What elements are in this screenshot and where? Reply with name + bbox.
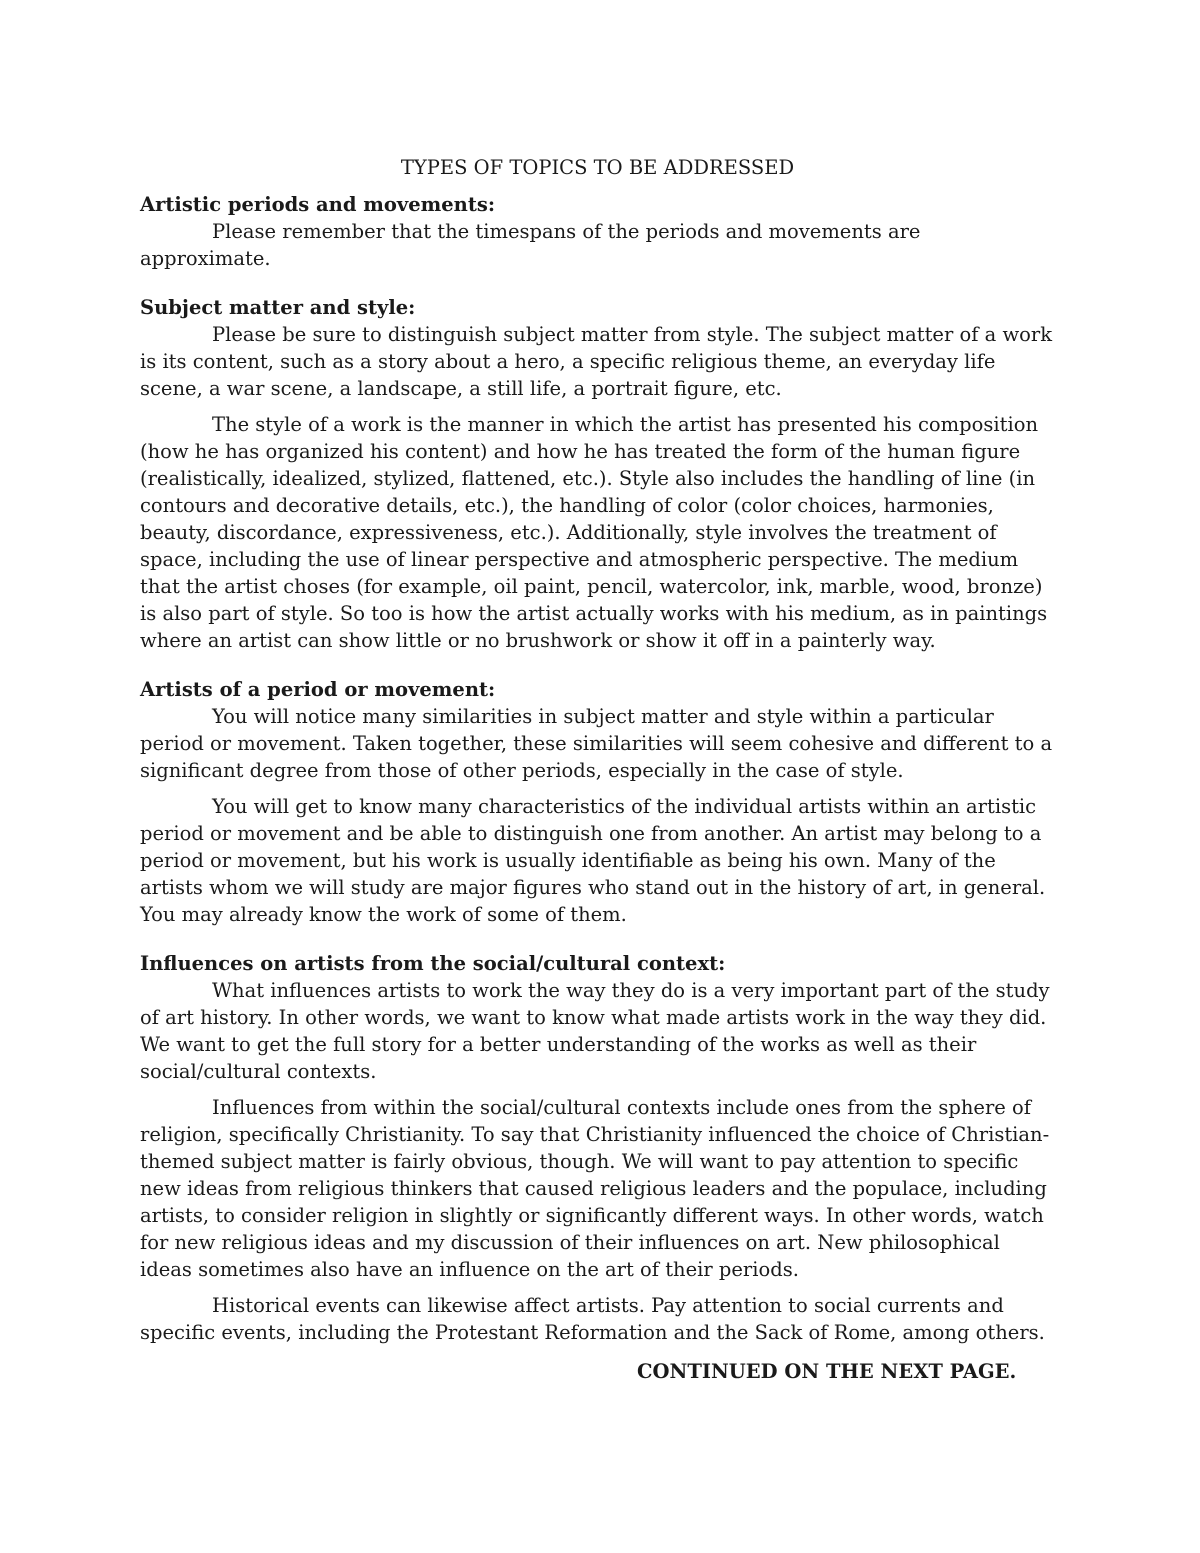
section-heading: Influences on artists from the social/cultural context:	[140, 952, 726, 975]
paragraph: Please remember that the timespans of the periods and movements are approximate.	[140, 220, 921, 270]
continued-note: CONTINUED ON THE NEXT PAGE.	[637, 1360, 1017, 1383]
paragraph: Influences from within the social/cultural contexts include ones from the sphere of religion, specifically Christianity. To say that Christianity influenced the choice of Christian-themed subject matter is fairly obvious, though. We will want to pay attention to specific new ideas from religious thinkers that caused religious leaders and the populace, including artists, to consider religion in slightly or significantly different ways. In other words, watch for new religious ideas and my discussion of their influences on art. New philosophical ideas sometimes also have an influence on the art of their periods.	[140, 1096, 1050, 1281]
paragraph: Please be sure to distinguish subject matter from style. The subject matter of a work is its content, such as a story about a hero, a specific religious theme, an everyday life scene, a war scene, a landscape, a still life, a portrait figure, etc.	[140, 323, 1053, 400]
section-heading: Subject matter and style:	[140, 296, 416, 319]
paragraph: You will notice many similarities in subject matter and style within a particular period or movement. Taken together, these similarities will seem cohesive and different to a significant degree from those of other periods, especially in the case of style.	[140, 705, 1053, 782]
section-artistic-periods	[140, 191, 1055, 272]
paragraph: What influences artists to work the way they do is a very important part of the study of art history. In other words, we want to know what made artists work in the way they did. We want to get the full story for a better understanding of the works as well as their social/cultural contexts.	[140, 979, 1050, 1083]
document-body	[140, 154, 1055, 1385]
paragraph: You will get to know many characteristics of the individual artists within an artistic period or movement and be able to distinguish one from another. An artist may belong to a period or movement, but his work is usually identifiable as being his own. Many of the artists whom we will study are major figures who stand out in the history of art, in general. You may already know the work of some of them.	[140, 795, 1046, 926]
section-heading: Artists of a period or movement:	[140, 678, 496, 701]
page-title: TYPES OF TOPICS TO BE ADDRESSED	[400, 156, 795, 179]
section-influences	[140, 950, 1055, 1346]
section-artists-of-period	[140, 676, 1055, 928]
paragraph: The style of a work is the manner in which the artist has presented his composition (how he has organized his content) and how he has treated the form of the human figure (realistically, idealized, stylized, flattened, etc.). Style also includes the handling of line (in contours and decorative details, etc.), the handling of color (color choices, harmonies, beauty, discordance, expressiveness, etc.). Additionally, style involves the treatment of space, including the use of linear perspective and atmospheric perspective. The medium that the artist choses (for example, oil paint, pencil, watercolor, ink, marble, wood, bronze) is also part of style. So too is how the artist actually works with his medium, as in paintings where an artist can show little or no brushwork or show it off in a painterly way.	[140, 413, 1048, 652]
section-subject-matter-style	[140, 294, 1055, 654]
paragraph: Historical events can likewise affect artists. Pay attention to social currents and specific events, including the Protestant Reformation and the Sack of Rome, among others.	[140, 1294, 1045, 1344]
section-heading: Artistic periods and movements:	[140, 193, 496, 216]
